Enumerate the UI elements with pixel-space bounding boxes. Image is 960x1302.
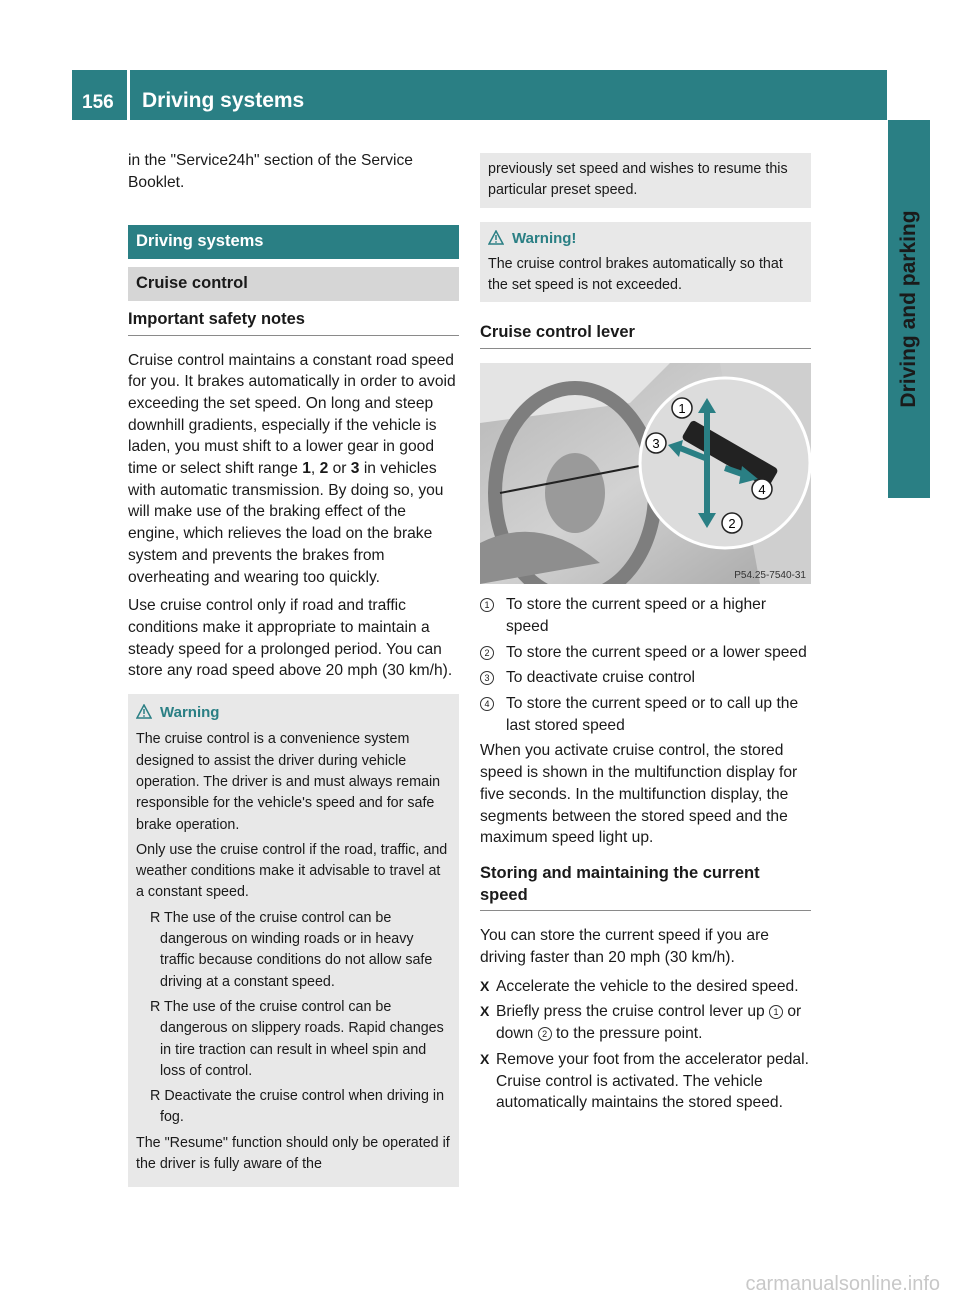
side-tab-label: Driving and parking: [897, 210, 921, 408]
warning-triangle-icon: [136, 704, 152, 726]
storing-intro: You can store the current speed if you are driving faster than 20 mph (30 km/h).: [480, 927, 769, 967]
intro-text: in the "Service24h" section of the Service Booklet.: [128, 152, 413, 191]
continued-box: [480, 153, 811, 208]
step3-text-a: Remove your foot from the accelerator pedal.: [496, 1050, 809, 1068]
warning2-text: The cruise control brakes automatically so that the set speed is not exceeded.: [488, 255, 783, 294]
list-item-text: To deactivate cruise control: [506, 669, 695, 687]
safety-paragraph-2: Use cruise control only if road and traffic conditions make it appropriate to maintain a steady speed for a prolonged period. You can store any road speed above 20 mph (30 km/h).: [128, 597, 453, 680]
para1-or: or: [328, 460, 351, 478]
step2-text-c: to the pressure point.: [551, 1025, 703, 1043]
para1-comma: ,: [310, 460, 320, 478]
header-title: Driving systems: [142, 89, 305, 112]
step2-text-b: or down: [496, 1003, 802, 1043]
marker-1: 1: [480, 598, 494, 612]
para1-text-a: Cruise control maintains a constant road speed for you. It brakes automatically in order to avoid exceeding the set speed. On long and steep downhill gradients, especially if the vehicle is laden, you must shift to a lower gear in good time or select shift range: [128, 351, 456, 478]
list-item: [480, 642, 811, 664]
bullet-text: The use of the cruise control can be dangerous on slippery roads. Rapid changes in tire traction can result in wheel spin and loss of control.: [160, 998, 444, 1079]
marker-3: 3: [480, 671, 494, 685]
step2-text-a: Briefly press the cruise control lever up: [496, 1003, 770, 1021]
step-item: [480, 976, 811, 998]
step-mark: X: [480, 977, 490, 994]
step-text: Accelerate the vehicle to the desired speed.: [496, 977, 799, 995]
continued-text: previously set speed and wishes to resume this particular preset speed.: [488, 161, 788, 199]
activate-paragraph: When you activate cruise control, the stored speed is shown in the multifunction display for five seconds. In the multifunction display, the segments between the stored speed and the maximum speed light up.: [480, 742, 798, 847]
list-item: [480, 594, 811, 637]
warning-triangle-icon: [488, 230, 504, 252]
bullet-text: Deactivate the cruise control when driving in fog.: [160, 1088, 445, 1126]
warning-title: Warning: [160, 704, 220, 722]
lever-heading: Cruise control lever: [480, 322, 811, 349]
watermark: carmanualsonline.info: [745, 1273, 940, 1295]
page-header: [72, 70, 887, 120]
warning-bullet: [144, 1086, 451, 1129]
step-mark: X: [480, 1050, 490, 1067]
step-item: [480, 1049, 811, 1114]
safety-heading: Important safety notes: [128, 309, 459, 336]
step-text: [496, 1049, 811, 1114]
warning-p3: The "Resume" function should only be operated if the driver is fully aware of the: [136, 1134, 450, 1172]
page-number: 156: [82, 92, 114, 113]
photo-code: P54.25-7540-31: [734, 570, 806, 582]
bullet-mark: R: [150, 1088, 161, 1105]
marker-2: 2: [480, 646, 494, 660]
list-item-text: To store the current speed or a higher speed: [506, 596, 767, 635]
callout-2: 2: [728, 516, 736, 532]
cruise-lever-photo: [480, 363, 811, 584]
storing-heading: Storing and maintaining the current speed: [480, 863, 811, 911]
warning-p2: Only use the cruise control if the road, traffic, and weather conditions make it advisable to travel at a constant speed.: [136, 841, 448, 901]
marker-4: 4: [480, 697, 494, 711]
callout-1: 1: [678, 401, 686, 417]
warning-bullet: [144, 908, 451, 993]
marker-1: 1: [769, 1005, 783, 1019]
side-tab: [888, 120, 930, 498]
right-column: [480, 153, 811, 1118]
callout-3: 3: [652, 436, 660, 452]
subsection-bar: Cruise control: [128, 267, 459, 301]
list-item-text: To store the current speed or a lower speed: [506, 643, 807, 661]
warning-p1: The cruise control is a convenience system designed to assist the driver during vehicle operation. The driver is and must always remain responsible for the vehicle's speed and for safe brake operation.: [136, 731, 441, 833]
range-1: 1: [302, 460, 311, 478]
warning-box: [128, 694, 459, 1187]
bullet-text: The use of the cruise control can be dangerous on winding roads or in heavy traffic because conditions do not allow safe driving at a constant speed.: [160, 909, 433, 990]
list-item: [480, 693, 811, 736]
marker-2: 2: [538, 1027, 552, 1041]
safety-paragraph-1: [128, 350, 459, 589]
list-item-text: To store the current speed or to call up the last stored speed: [506, 695, 799, 734]
section-bar: Driving systems: [128, 225, 459, 259]
step-mark: X: [480, 1003, 490, 1020]
step-item: [480, 1001, 811, 1044]
bullet-mark: R: [150, 909, 161, 926]
step3-text-b: Cruise control is activated. The vehicle automatically maintains the stored speed.: [496, 1072, 783, 1112]
range-3: 3: [350, 460, 360, 478]
warning-bullet: [144, 997, 451, 1082]
header-divider: [127, 70, 130, 120]
para1-text-b: in vehicles with automatic transmission. By doing so, you will make use of the braking effect of the engine, which relieves the load on the brake system and prevents the brakes from overheating and wearing too quickly.: [128, 460, 444, 586]
bullet-mark: R: [150, 998, 161, 1015]
left-column: [128, 150, 459, 1187]
warning2-title: Warning!: [512, 229, 577, 247]
range-2: 2: [319, 460, 329, 478]
list-item: [480, 667, 811, 689]
step-text: [496, 1001, 811, 1044]
callout-4: 4: [758, 482, 766, 498]
warning-box-2: [480, 222, 811, 303]
